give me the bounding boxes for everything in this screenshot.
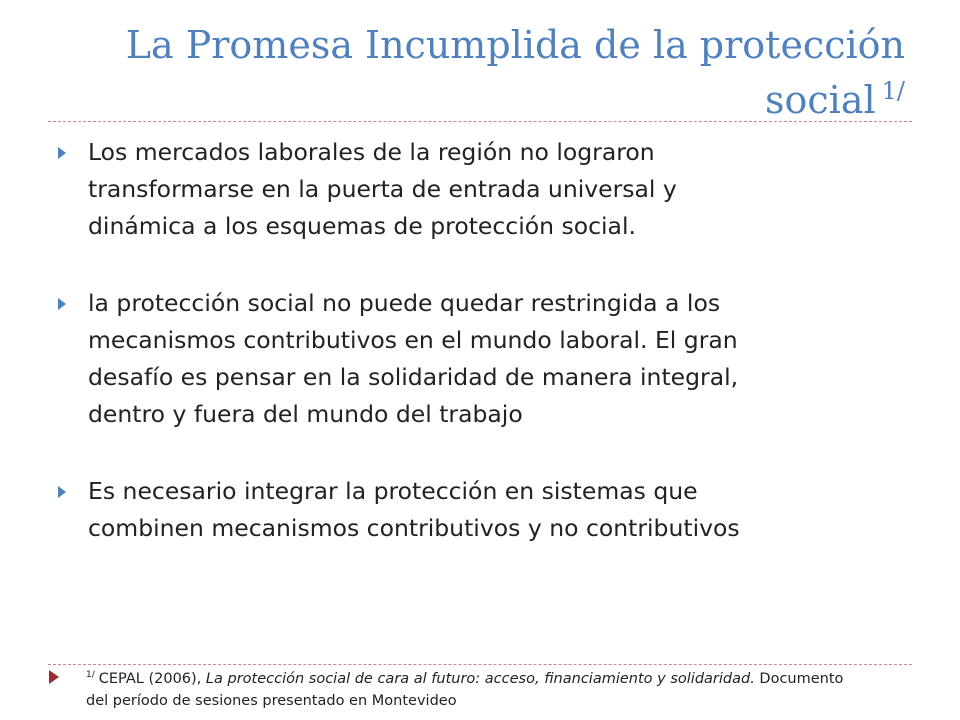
slide-title bbox=[60, 22, 905, 123]
title-divider bbox=[48, 121, 912, 122]
title-line-2-text: social bbox=[765, 78, 876, 122]
footnote-triangle-icon bbox=[49, 670, 59, 684]
footnote-line-1 bbox=[86, 664, 938, 690]
bullet-1-line-1: Los mercados laborales de la región no lograron bbox=[88, 138, 655, 166]
bullet-list bbox=[58, 134, 918, 547]
footnote-lead: CEPAL (2006), bbox=[98, 671, 202, 687]
footnote-ref: 1/ bbox=[86, 670, 95, 680]
title-footnote-ref: 1/ bbox=[881, 77, 905, 105]
footnote-line-2: del período de sesiones presentado en Montevideo bbox=[86, 693, 457, 709]
title-line-1: La Promesa Incumplida de la protección bbox=[125, 23, 905, 67]
bullet-3-line-2: combinen mecanismos contributivos y no contributivos bbox=[88, 514, 740, 542]
bullet-2-line-4: dentro y fuera del mundo del trabajo bbox=[88, 400, 523, 428]
bullet-item bbox=[58, 285, 918, 433]
footnote bbox=[58, 664, 938, 712]
bullet-item bbox=[58, 134, 918, 245]
bullet-2-line-3: desafío es pensar en la solidaridad de manera integral, bbox=[88, 363, 739, 391]
bullet-2-line-1: la protección social no puede quedar restringida a los bbox=[88, 289, 721, 317]
title-line-2 bbox=[60, 68, 905, 123]
triangle-right-icon bbox=[58, 486, 66, 498]
footnote-doc-title: La protección social de cara al futuro: acceso, financiamiento y solidaridad. bbox=[205, 671, 755, 687]
footnote-tail: Documento bbox=[759, 671, 844, 687]
footnote-text bbox=[58, 664, 938, 712]
bullet-1-line-2: transformarse en la puerta de entrada universal y bbox=[88, 175, 677, 203]
bullet-1-line-3: dinámica a los esquemas de protección social. bbox=[88, 212, 636, 240]
triangle-right-icon bbox=[58, 298, 66, 310]
bullet-2-line-2: mecanismos contributivos en el mundo laboral. El gran bbox=[88, 326, 738, 354]
triangle-right-icon bbox=[58, 147, 66, 159]
bullet-3-line-1: Es necesario integrar la protección en sistemas que bbox=[88, 477, 698, 505]
bullet-item bbox=[58, 473, 918, 547]
